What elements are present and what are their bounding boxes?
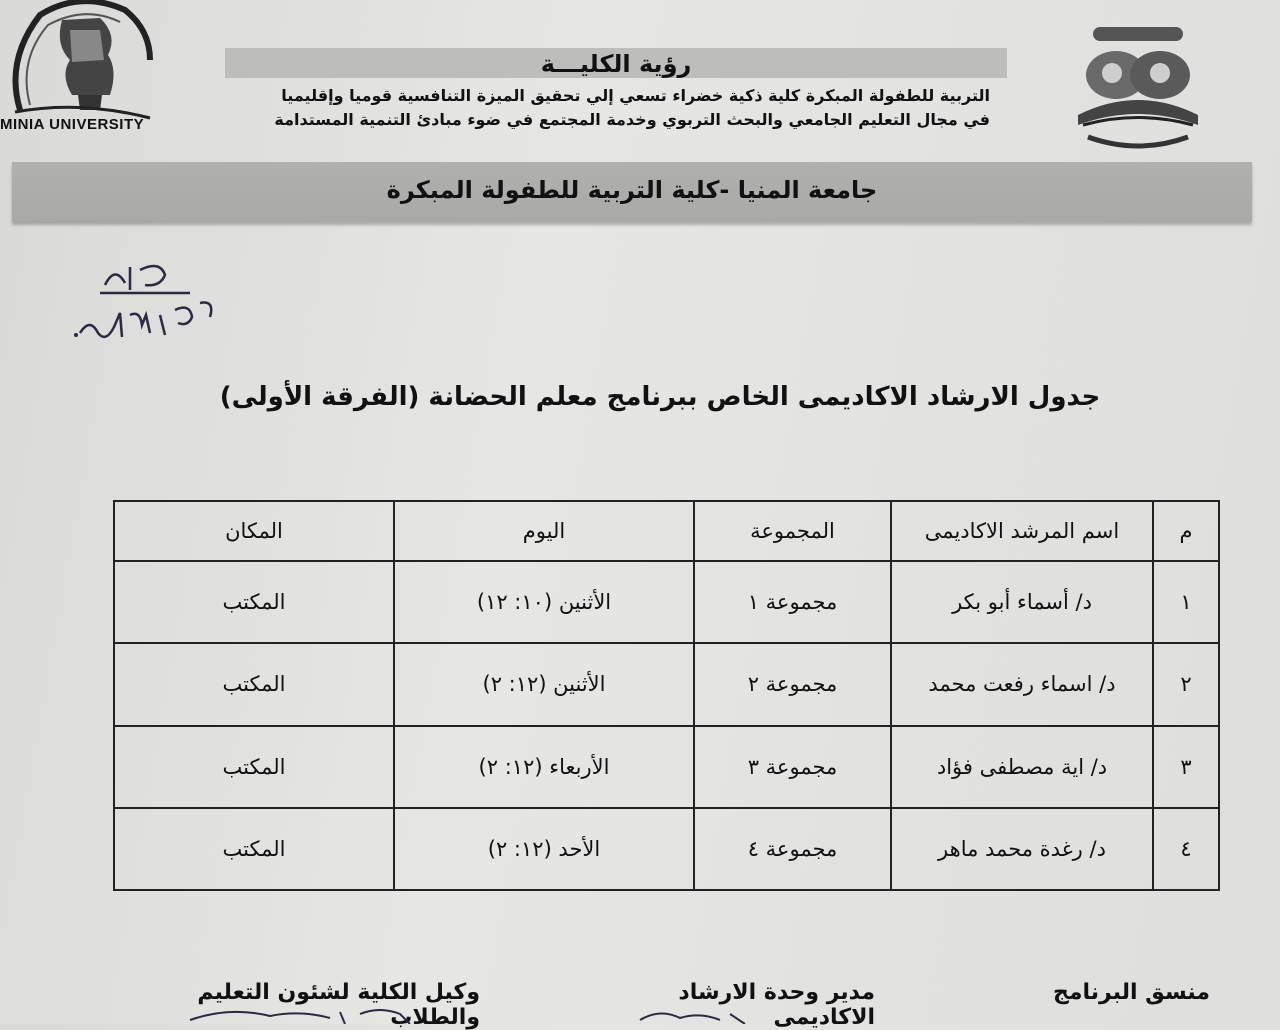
- header-place: المكان: [114, 501, 394, 561]
- faculty-logo: [1068, 25, 1208, 155]
- row-day: الأربعاء (١٢: ٢): [394, 726, 694, 808]
- row-day: الأثنين (١٠: ١٢): [394, 561, 694, 643]
- row-place: المكتب: [114, 643, 394, 725]
- row-advisor: د/ رغدة محمد ماهر: [891, 808, 1153, 890]
- signature-program-coordinator: منسق البرنامج: [1053, 980, 1210, 1005]
- row-num: ٤: [1153, 808, 1219, 890]
- row-num: ٣: [1153, 726, 1219, 808]
- row-num: ١: [1153, 561, 1219, 643]
- row-day: الأثنين (١٢: ٢): [394, 643, 694, 725]
- row-group: مجموعة ٣: [694, 726, 891, 808]
- header-day: اليوم: [394, 501, 694, 561]
- header-group: المجموعة: [694, 501, 891, 561]
- signature-advising-director: مدير وحدة الارشاد الاكاديمى: [678, 980, 875, 1030]
- table-row: [114, 643, 1219, 725]
- faculty-banner-text: جامعة المنيا -كلية التربية للطفولة المبكرة: [386, 176, 878, 204]
- vision-statement: التربية للطفولة المبكرة كلية ذكية خضراء تسعي إلي تحقيق الميزة التنافسية قوميا وإقليميا في مجال التعليم الجامعي والبحث التربوي وخدمة المجتمع في ضوء مبادئ التنمية المستدامة: [274, 86, 990, 129]
- table-row: [114, 726, 1219, 808]
- table-row: [114, 561, 1219, 643]
- row-day: الأحد (١٢: ٢): [394, 808, 694, 890]
- table-title: جدول الارشاد الاكاديمى الخاص ببرنامج معلم الحضانة (الفرقة الأولى): [219, 382, 1101, 412]
- row-place: المكتب: [114, 561, 394, 643]
- row-place: المكتب: [114, 808, 394, 890]
- handwritten-signatures: [0, 990, 1280, 1024]
- row-group: مجموعة ٤: [694, 808, 891, 890]
- university-name-en: MINIA UNIVERSITY: [0, 116, 145, 133]
- row-group: مجموعة ٢: [694, 643, 891, 725]
- signature-vice-dean: وكيل الكلية لشئون التعليم والطلاب: [197, 980, 480, 1030]
- header-num: م: [1153, 501, 1219, 561]
- table-row: [114, 808, 1219, 890]
- table-header-row: [114, 501, 1219, 561]
- handwritten-registration-note: [70, 255, 240, 365]
- row-advisor: د/ اسماء رفعت محمد: [891, 643, 1153, 725]
- row-group: مجموعة ١: [694, 561, 891, 643]
- header-advisor: اسم المرشد الاكاديمى: [891, 501, 1153, 561]
- row-advisor: د/ اية مصطفى فؤاد: [891, 726, 1153, 808]
- row-advisor: د/ أسماء أبو بكر: [891, 561, 1153, 643]
- advising-schedule-table: [113, 500, 1220, 891]
- row-place: المكتب: [114, 726, 394, 808]
- vision-title: رؤية الكليـــة: [540, 50, 692, 78]
- row-num: ٢: [1153, 643, 1219, 725]
